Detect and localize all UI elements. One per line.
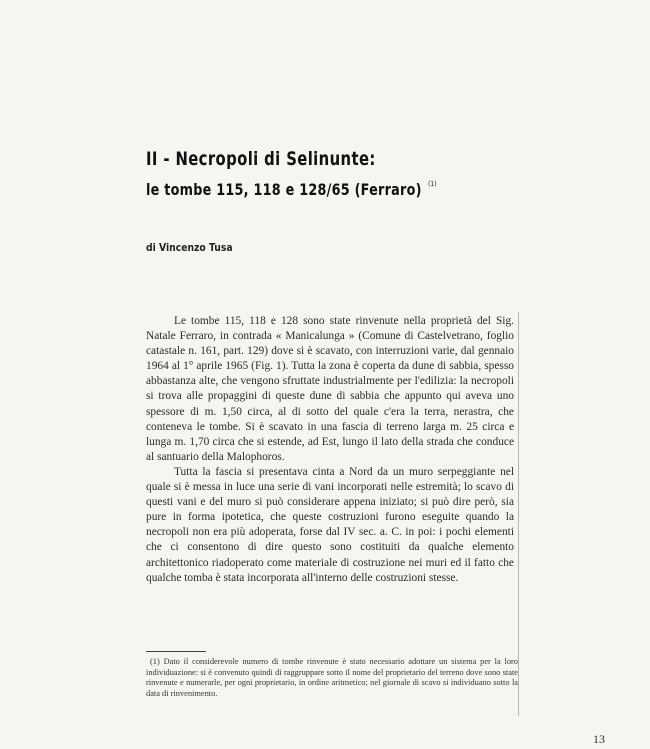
author-byline: di Vincenzo Tusa	[146, 241, 233, 254]
article-subtitle	[146, 180, 437, 199]
footnote-separator	[146, 651, 206, 652]
article-title: II - Necropoli di Selinunte:	[146, 148, 376, 170]
body-paragraph-2: Tutta la fascia si presentava cinta a Nord da un muro serpeggiante nel quale si è messa in luce una serie di vani incorporati nelle estremità; lo scavo di questi vani e del muro si può considerare appena iniziato; si può dire però, sia pure in forma ipotetica, che queste costruzioni furono eseguite quando la necropoli non era più adoperata, forse dal IV sec. a. C. in poi: i pochi elementi che ci consentono di dire questo sono costituiti da qualche elemento architettonico riadoperato come materiale di costruzione nei muri ed il fatto che qualche tomba è stata incorporata all'interno delle costruzioni stesse.	[146, 465, 514, 584]
body-paragraph-1: Le tombe 115, 118 e 128 sono state rinvenute nella proprietà del Sig. Natale Ferraro, in contrada « Manicalunga » (Comune di Castelvetrano, foglio catastale n. 161, part. 129) dove si è scavato, con interruzioni varie, dal gennaio 1964 al 1° aprile 1965 (Fig. 1). Tutta la zona è coperta da dune di sabbia, spesso abbastanza alte, che vengono sfruttate industrialmente per l'edilizia: la necropoli si trova alle propaggini di queste dune di sabbia che appunto qui aveva uno spessore di m. 1,50 circa, al di sotto del quale c'era la terra, nerastra, che conteneva le tombe. Si è scavato in una fascia di terreno larga m. 25 circa e lunga m. 1,70 circa che si estende, ad Est, lungo il lato della strada che conduce al santuario della Malophoros.	[146, 315, 514, 463]
subtitle-text: le tombe 115, 118 e 128/65 (Ferraro)	[146, 180, 422, 199]
footnote-marker: (1)	[428, 180, 437, 188]
body-text	[146, 314, 514, 586]
footnote-text: (1) Dato il considerevole numero di tombe rinvenute è stato necessario adottare un sistema per la loro individuazione: si è convenuto quindi di raggruppare sotto il nome del proprietario del terreno dove sono state rinvenute e numerarle, per ogni proprietario, in ordine aritmetico; nel giornale di scavo si individuano sotto la data di rinvenimento.	[146, 657, 518, 698]
margin-rule	[518, 312, 519, 716]
page-number: 13	[593, 732, 605, 746]
footnote	[146, 657, 518, 699]
